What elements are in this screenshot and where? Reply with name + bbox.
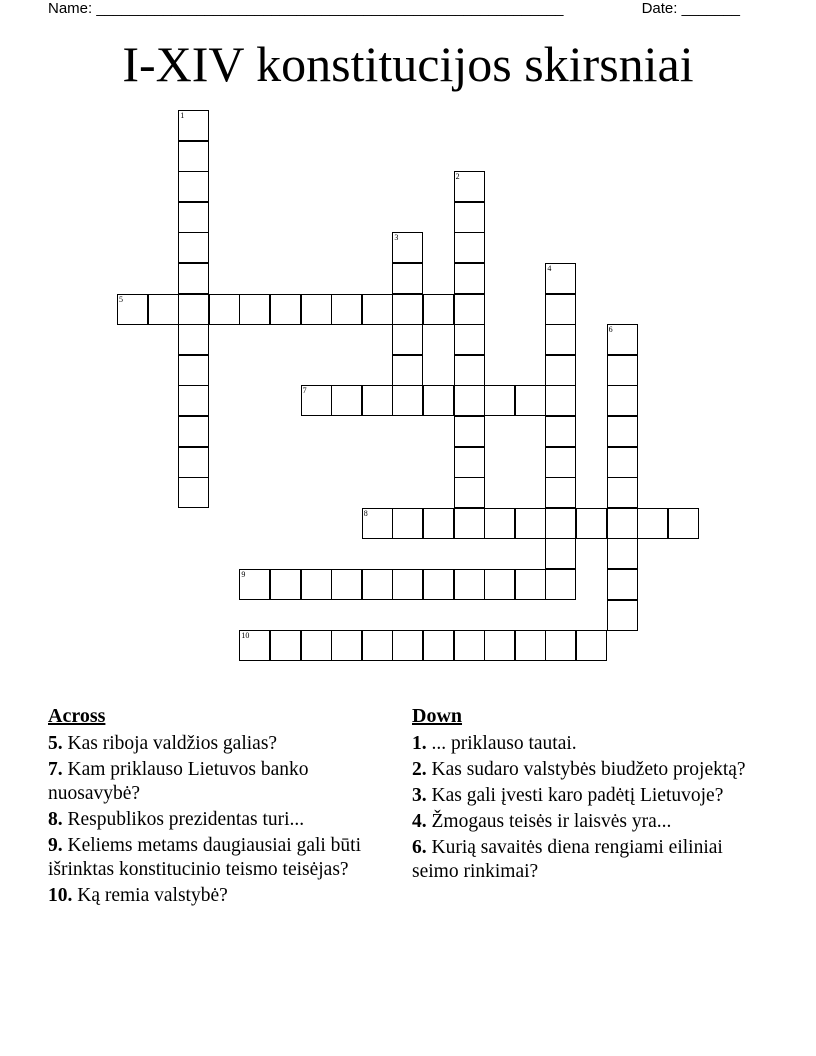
grid-cell[interactable] — [545, 385, 576, 416]
grid-cell[interactable] — [148, 294, 179, 325]
grid-cell[interactable] — [454, 477, 485, 508]
across-clue-list — [48, 732, 388, 908]
grid-cell[interactable] — [270, 630, 301, 661]
grid-cell[interactable] — [484, 630, 515, 661]
grid-cell[interactable] — [484, 508, 515, 539]
grid-cell[interactable] — [392, 294, 423, 325]
clue-number: 6 — [608, 325, 613, 335]
down-clue — [412, 758, 752, 782]
clue-number-label: 7. — [48, 759, 63, 780]
clue-number: 5 — [119, 294, 123, 304]
grid-cell[interactable] — [392, 232, 423, 263]
clue-number-label: 1. — [412, 733, 427, 754]
grid-cell[interactable] — [239, 569, 270, 600]
clue-number: 2 — [455, 172, 460, 182]
clue-number-label: 3. — [412, 785, 427, 806]
grid-cell[interactable] — [515, 569, 546, 600]
clue-number-label: 10. — [48, 885, 73, 906]
grid-cell[interactable] — [178, 477, 209, 508]
clue-number: 4 — [547, 264, 552, 273]
page-title: I-XIV konstitucijos skirsniai — [122, 36, 694, 92]
grid-cell[interactable] — [178, 263, 209, 294]
grid-cell[interactable] — [545, 538, 576, 569]
grid-cell[interactable] — [545, 630, 576, 661]
grid-cell[interactable] — [392, 324, 423, 355]
grid-cell[interactable] — [178, 324, 209, 355]
grid-cell[interactable] — [331, 385, 362, 416]
grid-cell[interactable] — [607, 447, 638, 478]
date-field-label: Date: _______ — [641, 0, 740, 17]
clue-number: 9 — [241, 570, 246, 579]
grid-cell[interactable] — [331, 630, 362, 661]
clue-number-label: 6. — [412, 837, 427, 858]
clue-text: Kas gali įvesti karo padėtį Lietuvoje? — [426, 785, 724, 806]
across-clue — [48, 808, 388, 832]
grid-cell[interactable] — [362, 508, 393, 539]
grid-cell[interactable] — [362, 630, 393, 661]
clue-number-label: 9. — [48, 835, 63, 856]
grid-cell[interactable] — [515, 630, 546, 661]
down-clue — [412, 732, 752, 756]
grid-cell[interactable] — [362, 385, 393, 416]
down-clue — [412, 810, 752, 834]
grid-cell[interactable] — [301, 569, 332, 600]
grid-cell[interactable] — [331, 294, 362, 325]
grid-cell[interactable] — [178, 141, 209, 172]
grid-cell[interactable] — [454, 263, 485, 294]
grid-cell[interactable] — [423, 508, 454, 539]
grid-cell[interactable] — [545, 324, 576, 355]
grid-cell[interactable] — [178, 447, 209, 478]
grid-cell[interactable] — [607, 538, 638, 569]
grid-cell[interactable] — [454, 355, 485, 386]
grid-cell[interactable] — [178, 202, 209, 233]
grid-cell[interactable] — [607, 355, 638, 386]
grid-cell[interactable] — [454, 232, 485, 263]
clue-number: 1 — [180, 111, 185, 120]
grid-cell[interactable] — [454, 416, 485, 447]
grid-cell[interactable] — [423, 569, 454, 600]
grid-cell[interactable] — [178, 416, 209, 447]
grid-cell[interactable] — [362, 569, 393, 600]
clue-text: Kas riboja valdžios galias? — [62, 733, 278, 754]
grid-cell[interactable] — [331, 569, 362, 600]
grid-cell[interactable] — [607, 569, 638, 600]
grid-cell[interactable] — [576, 630, 607, 661]
grid-cell[interactable] — [423, 294, 454, 325]
down-heading: Down — [412, 705, 463, 727]
grid-cell[interactable] — [178, 355, 209, 386]
across-clue — [48, 758, 388, 806]
grid-cell[interactable] — [545, 569, 576, 600]
across-clue — [48, 732, 388, 756]
grid-cell[interactable] — [454, 569, 485, 600]
grid-cell[interactable] — [362, 294, 393, 325]
grid-cell[interactable] — [392, 508, 423, 539]
grid-cell[interactable] — [270, 569, 301, 600]
grid-cell[interactable] — [454, 202, 485, 233]
across-clues — [48, 703, 388, 910]
grid-cell[interactable] — [301, 630, 332, 661]
grid-cell[interactable] — [454, 508, 485, 539]
grid-cell[interactable] — [607, 324, 638, 355]
grid-cell[interactable] — [545, 416, 576, 447]
grid-cell[interactable] — [545, 477, 576, 508]
grid-cell[interactable] — [454, 385, 485, 416]
grid-cell[interactable] — [637, 508, 668, 539]
clue-number: 7 — [302, 386, 307, 396]
grid-cell[interactable] — [392, 355, 423, 386]
clue-text: Keliems metams daugiausiai gali būti išrinktas konstitucinio teismo teisėjas? — [48, 835, 362, 880]
clue-text: Žmogaus teisės ir laisvės yra... — [426, 811, 672, 832]
clue-number-label: 2. — [412, 759, 427, 780]
grid-cell[interactable] — [484, 385, 515, 416]
clue-text: Respublikos prezidentas turi... — [62, 809, 305, 830]
grid-cell[interactable] — [515, 385, 546, 416]
grid-cell[interactable] — [607, 600, 638, 631]
grid-cell[interactable] — [484, 569, 515, 600]
grid-cell[interactable] — [607, 385, 638, 416]
grid-cell[interactable] — [545, 263, 576, 294]
grid-cell[interactable] — [392, 630, 423, 661]
grid-cell[interactable] — [545, 508, 576, 539]
grid-cell[interactable] — [454, 630, 485, 661]
grid-cell[interactable] — [392, 263, 423, 294]
grid-cell[interactable] — [423, 630, 454, 661]
grid-cell[interactable] — [301, 294, 332, 325]
grid-cell[interactable] — [392, 385, 423, 416]
grid-cell[interactable] — [423, 385, 454, 416]
down-clue — [412, 836, 752, 884]
clue-number: 3 — [394, 233, 399, 243]
name-field-label: Name: ________________________________________________________ — [48, 0, 564, 17]
down-clue-list — [412, 732, 752, 884]
grid-cell[interactable] — [454, 294, 485, 325]
clue-number: 8 — [363, 508, 368, 518]
across-clue — [48, 834, 388, 882]
grid-cell[interactable] — [178, 294, 209, 325]
grid-cell[interactable] — [178, 385, 209, 416]
clue-text: Kurią savaitės diena rengiami eiliniai seimo rinkimai? — [412, 837, 723, 882]
grid-cell[interactable] — [607, 416, 638, 447]
clue-number: 10 — [241, 631, 250, 641]
down-clue — [412, 784, 752, 808]
clue-text: Kas sudaro valstybės biudžeto projektą? — [426, 759, 746, 780]
clue-text: ... priklauso tautai. — [426, 733, 577, 754]
grid-cell[interactable] — [178, 171, 209, 202]
grid-cell[interactable] — [117, 294, 148, 325]
clue-number-label: 5. — [48, 733, 63, 754]
grid-cell[interactable] — [454, 171, 485, 202]
clue-number-label: 8. — [48, 809, 63, 830]
clue-text: Kam priklauso Lietuvos banko nuosavybė? — [48, 759, 309, 804]
grid-cell[interactable] — [392, 569, 423, 600]
grid-cell[interactable] — [239, 294, 270, 325]
clue-number-label: 4. — [412, 811, 427, 832]
grid-cell[interactable] — [545, 294, 576, 325]
grid-cell[interactable] — [178, 232, 209, 263]
grid-cell[interactable] — [515, 508, 546, 539]
grid-cell[interactable] — [178, 110, 209, 141]
grid-cell[interactable] — [454, 324, 485, 355]
grid-cell[interactable] — [576, 508, 607, 539]
grid-cell[interactable] — [607, 508, 638, 539]
grid-cell[interactable] — [545, 447, 576, 478]
across-clue — [48, 884, 388, 908]
down-clues — [412, 703, 752, 886]
grid-cell[interactable] — [545, 355, 576, 386]
grid-cell[interactable] — [239, 630, 270, 661]
grid-cell[interactable] — [668, 508, 699, 539]
grid-cell[interactable] — [607, 477, 638, 508]
grid-cell[interactable] — [270, 294, 301, 325]
across-heading: Across — [48, 705, 106, 727]
grid-cell[interactable] — [301, 385, 332, 416]
grid-cell[interactable] — [454, 447, 485, 478]
grid-cell[interactable] — [209, 294, 240, 325]
clue-text: Ką remia valstybė? — [72, 885, 228, 906]
